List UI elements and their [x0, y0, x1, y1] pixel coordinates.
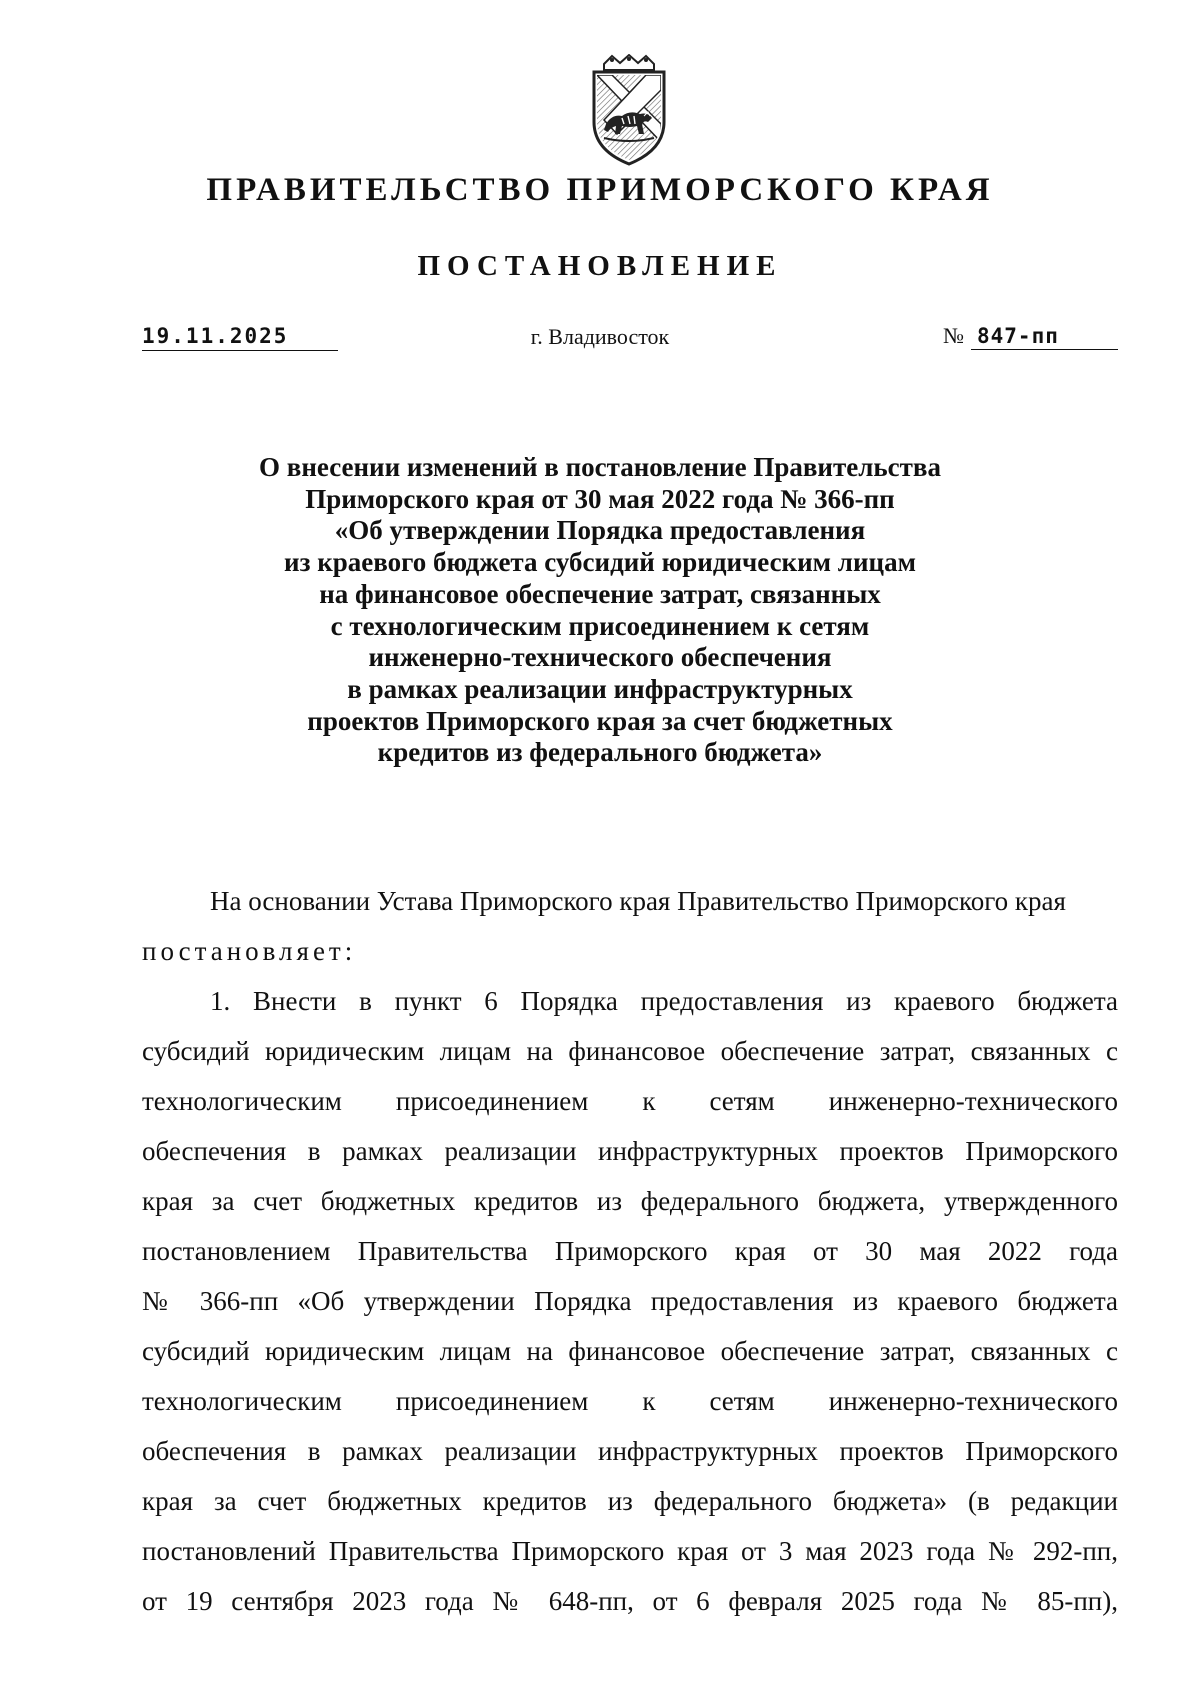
subject-line: из краевого бюджета субсидий юридическим лицам — [284, 547, 916, 578]
item-line: технологическим присоединением к сетям инженерно-технического — [142, 1386, 1118, 1416]
preamble-line: На основании Устава Приморского края Правительство Приморского края — [210, 886, 1066, 916]
subject-line: О внесении изменений в постановление Правительства — [259, 452, 941, 482]
document-type: ПОСТАНОВЛЕНИЕ — [417, 250, 783, 282]
subject-line: «Об утверждении Порядка предоставления — [334, 515, 866, 546]
subject-line: в рамках реализации инфраструктурных — [347, 673, 853, 704]
subject-line: инженерно-технического обеспечения — [368, 642, 832, 673]
item-line: постановлением Правительства Приморского края от 30 мая 2022 года — [142, 1236, 1118, 1266]
item-line: обеспечения в рамках реализации инфраструктурных проектов Приморского — [142, 1436, 1118, 1466]
subject-line: с технологическим присоединением к сетям — [330, 610, 870, 641]
subject-line: Приморского края от 30 мая 2022 года № 366-пп — [305, 483, 895, 514]
item-line: обеспечения в рамках реализации инфраструктурных проектов Приморского — [142, 1136, 1118, 1166]
subject-line: проектов Приморского края за счет бюджетных — [307, 705, 893, 736]
item-line: технологическим присоединением к сетям инженерно-технического — [142, 1086, 1118, 1116]
preamble-resolves: постановляет: — [142, 936, 357, 966]
subject-line: на финансовое обеспечение затрат, связанных — [319, 578, 881, 609]
document-city: г. Владивосток — [530, 324, 670, 349]
number-sign: № — [943, 323, 964, 348]
item-line: от 19 сентября 2023 года № 648-пп, от 6 февраля 2025 года № 85-пп), — [142, 1586, 1118, 1616]
item-line: субсидий юридическим лицам на финансовое обеспечение затрат, связанных с — [142, 1036, 1118, 1066]
document-subject-heading — [200, 452, 1000, 769]
document-number — [943, 322, 1118, 350]
primorsky-krai-coat-of-arms-icon — [582, 54, 676, 168]
item-line: № 366-пп «Об утверждении Порядка предоставления из краевого бюджета — [142, 1286, 1118, 1316]
item-line: края за счет бюджетных кредитов из федерального бюджета, утвержденного — [142, 1186, 1118, 1216]
number-value: 847-пп — [971, 322, 1118, 350]
item-line: края за счет бюджетных кредитов из федерального бюджета» (в редакции — [142, 1486, 1118, 1516]
document-date: 19.11.2025 — [142, 322, 338, 351]
item-line: 1. Внести в пункт 6 Порядка предоставления из краевого бюджета — [210, 986, 1118, 1016]
government-title: ПРАВИТЕЛЬСТВО ПРИМОРСКОГО КРАЯ — [206, 172, 994, 208]
document-body — [142, 876, 1118, 1626]
item-line: постановлений Правительства Приморского края от 3 мая 2023 года № 292-пп, — [142, 1536, 1118, 1566]
item-line: субсидий юридическим лицам на финансовое обеспечение затрат, связанных с — [142, 1336, 1118, 1366]
subject-line: кредитов из федерального бюджета» — [377, 737, 823, 768]
